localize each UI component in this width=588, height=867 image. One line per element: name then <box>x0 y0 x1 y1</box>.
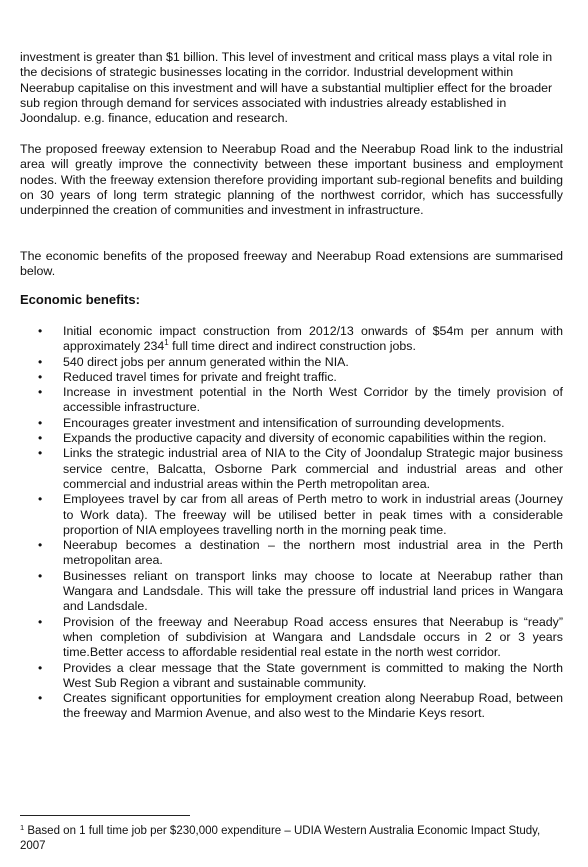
footnote-divider <box>20 815 190 816</box>
list-item <box>0 355 563 370</box>
list-item <box>0 385 563 416</box>
list-item-text: Creates significant opportunities for employment creation along Neerabup Road, between the freeway and Marmion Avenue, and also west to the Mindarie Keys resort. <box>63 691 563 721</box>
list-item-text: Businesses reliant on transport links may choose to locate at Neerabup rather than Wangara and Landsdale. This will take the pressure off industrial land prices in Wangara and Landsdale. <box>63 568 563 614</box>
paragraph-freeway-extension: The proposed freeway extension to Neerabup Road and the Neerabup Road link to the industrial area will greatly improve the connectivity between these important business and employment nodes. With the freeway extension therefore providing important sub-regional benefits and building on 30 years of long term strategic planning of the northwest corridor, which has successfully underpinned the creation of communities and investment in infrastructure. <box>20 142 563 218</box>
bullet-icon: • <box>38 369 43 384</box>
list-item <box>0 416 563 431</box>
list-item <box>0 370 563 385</box>
list-item-text: full time direct and indirect construction jobs. <box>168 339 416 354</box>
list-item-text: Provides a clear message that the State government is committed to making the North West Sub Region a vibrant and sustainable community. <box>63 660 563 690</box>
footnote <box>20 824 560 853</box>
list-item <box>0 324 563 355</box>
bullet-icon: • <box>38 446 43 461</box>
list-item-text: Employees travel by car from all areas of Perth metro to work in industrial areas (Journey to Work data). The freeway will be utilised better in peak times with a considerable proportion of NIA employees travelling north in the morning peak time. <box>63 492 563 537</box>
list-item <box>0 691 563 722</box>
bullet-icon: • <box>38 691 43 706</box>
list-item <box>0 446 563 492</box>
bullet-icon: • <box>38 324 43 338</box>
list-item <box>0 615 563 661</box>
bullet-icon: • <box>38 385 43 400</box>
list-item-text: Encourages greater investment and intensification of surrounding developments. <box>63 415 505 430</box>
list-item-text: Expands the productive capacity and diversity of economic capabilities within the region. <box>63 431 547 446</box>
list-item <box>0 538 563 569</box>
bullet-icon: • <box>38 354 43 369</box>
benefits-list <box>0 324 563 722</box>
list-item-text: Neerabup becomes a destination – the northern most industrial area in the Perth metropolitan area. <box>63 538 563 568</box>
list-item-text: Provision of the freeway and Neerabup Road access ensures that Neerabup is “ready” when completion of subdivision at Wangara and Landsdale occurs in 2 or 3 years time.Better access to affordable residential real estate in the north west corridor. <box>63 614 563 660</box>
bullet-icon: • <box>38 415 43 430</box>
section-heading: Economic benefits: <box>20 292 140 307</box>
footnote-ref: 1 <box>164 338 169 348</box>
footnote-text: Based on 1 full time job per $230,000 expenditure – UDIA Western Australia Economic Impact Study, 2007 <box>20 825 541 852</box>
paragraph-investment: investment is greater than $1 billion. This level of investment and critical mass plays a vital role in the decisions of strategic businesses locating in the corridor. Industrial development within Neerabup capitalise on this investment and will have a substantial multiplier effect for the broader sub region through demand for services associated with industries already established in Joondalup. e.g. finance, education and research. <box>20 50 553 126</box>
list-item-text: Increase in investment potential in the North West Corridor by the timely provision of accessible infrastructure. <box>63 385 563 415</box>
list-item <box>0 431 563 446</box>
bullet-icon: • <box>38 660 43 675</box>
footnote-marker: 1 <box>20 823 25 832</box>
list-item-text: Initial economic impact construction from 2012/13 onwards of $54m per annum with approximately 234 <box>63 324 563 354</box>
paragraph-summary-intro: The economic benefits of the proposed freeway and Neerabup Road extensions are summarised below. <box>20 249 563 279</box>
bullet-icon: • <box>38 538 43 553</box>
bullet-icon: • <box>38 614 43 629</box>
list-item <box>0 569 563 615</box>
bullet-icon: • <box>38 568 43 583</box>
bullet-icon: • <box>38 431 43 446</box>
list-item <box>0 492 563 538</box>
bullet-icon: • <box>38 492 43 507</box>
list-item-text: Reduced travel times for private and freight traffic. <box>63 369 337 384</box>
list-item-text: Links the strategic industrial area of NIA to the City of Joondalup Strategic major business service centre, Balcatta, Osborne Park commercial and industrial areas and other commercial and industrial areas within the Perth metropolitan area. <box>63 446 563 491</box>
list-item-text: 540 direct jobs per annum generated within the NIA. <box>63 354 349 369</box>
list-item <box>0 661 563 692</box>
